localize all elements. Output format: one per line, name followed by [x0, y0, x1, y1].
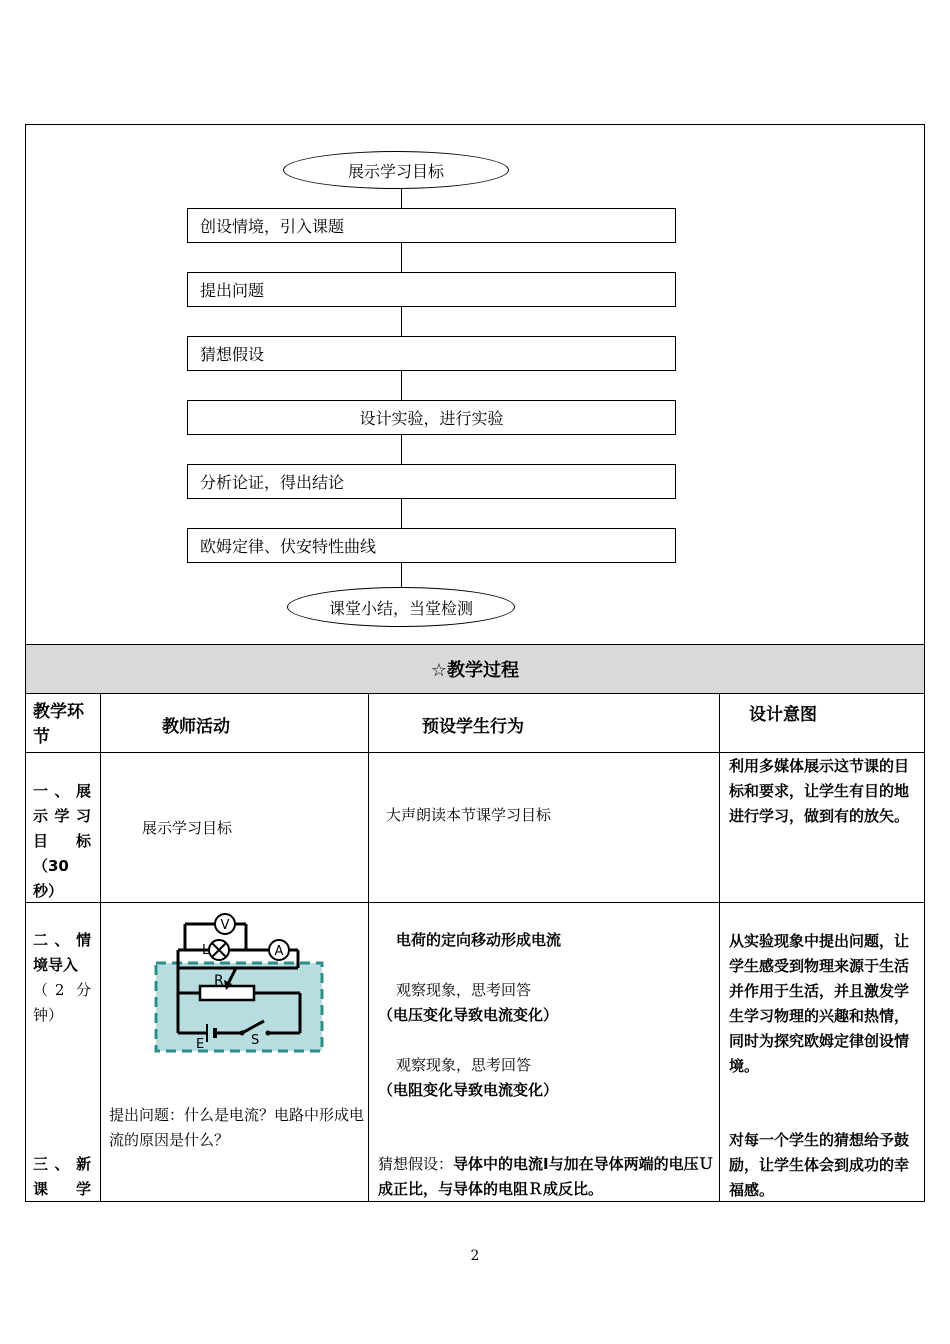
flow-end-label: 课堂小结，当堂检测 [328, 598, 473, 618]
row2-student-2 [396, 978, 531, 1003]
flow-end [287, 587, 515, 627]
row2-intent-2 [729, 1128, 918, 1203]
flowchart-frame [25, 124, 925, 644]
switch-label: S [251, 1033, 260, 1048]
row3-stage [33, 1152, 91, 1202]
row2-student-3 [378, 1003, 558, 1028]
flow-step-2 [187, 272, 676, 307]
row1-stage-line: 示学习 [33, 807, 91, 825]
header-stage-text: 教学环节 [33, 702, 84, 747]
flow-step-6 [187, 528, 676, 563]
flow-step-5 [187, 464, 676, 499]
ammeter-label: A [274, 944, 284, 959]
header-intent [749, 700, 817, 725]
table-row-divider [25, 902, 925, 903]
flow-step-label: 猜想假设 [200, 345, 265, 364]
flow-start-label: 展示学习目标 [347, 161, 444, 181]
circuit-diagram [150, 910, 330, 1060]
flow-step-4 [187, 400, 676, 435]
row2-student-text: （电阻变化导致电流变化） [378, 1081, 559, 1099]
table-divider [719, 694, 720, 1202]
flow-step-label: 设计实验，进行实验 [359, 409, 504, 428]
table-row-divider [25, 752, 925, 753]
flow-connector [401, 435, 402, 465]
table-divider [100, 694, 101, 1202]
table-border-left [25, 694, 26, 1202]
flow-connector [401, 563, 402, 588]
flow-step-label: 分析论证，得出结论 [200, 473, 345, 492]
table-divider [368, 694, 369, 1202]
page-number-text: 2 [470, 1248, 480, 1264]
section-title: ☆教学过程 [430, 660, 520, 681]
switch-contact-icon [240, 1031, 245, 1036]
voltmeter-label: V [220, 918, 230, 933]
flow-connector [401, 189, 402, 209]
row3-stage-line: 课 学 [33, 1180, 91, 1198]
flow-connector [401, 307, 402, 337]
row1-teacher-text: 展示学习目标 [142, 819, 233, 837]
flow-connector [401, 499, 402, 529]
flow-step-label: 提出问题 [200, 281, 265, 300]
page-number [0, 1248, 950, 1264]
row2-teacher-question [109, 1103, 365, 1153]
row1-stage-line: 目 标 [33, 832, 91, 850]
ammeter-icon [269, 940, 289, 960]
flow-start [283, 151, 509, 189]
switch-contact-icon [266, 1031, 271, 1036]
row2-stage-line: 二、情 [33, 931, 91, 949]
row2-student-text: 观察现象，思考回答 [396, 1056, 532, 1074]
lamp-icon [209, 940, 229, 960]
row2-student-text: 电荷的定向移动形成电流 [396, 931, 562, 949]
row1-student [386, 803, 551, 828]
row2-student-4 [396, 1053, 531, 1078]
row2-stage-line: 钟） [33, 1006, 64, 1024]
row1-intent [729, 754, 918, 829]
flow-step-label: 欧姆定律、伏安特性曲线 [200, 537, 377, 556]
circuit-highlight-box [156, 963, 322, 1051]
header-student [422, 712, 524, 737]
row1-stage-line: （30秒） [33, 857, 69, 900]
row1-stage-line: 一、展 [33, 782, 91, 800]
row1-stage [33, 779, 91, 904]
lamp-label: L [202, 943, 210, 958]
row2-student-text: 观察现象，思考回答 [396, 981, 532, 999]
header-stage [33, 700, 97, 750]
row2-intent-text: 对每一个学生的猜想给予鼓励，让学生体会到成功的幸福感。 [729, 1131, 910, 1199]
flow-connector [401, 243, 402, 273]
row2-student-1 [396, 928, 561, 953]
row1-teacher [142, 816, 232, 841]
header-teacher-text: 教师活动 [162, 717, 230, 737]
table-border-right [924, 694, 925, 1202]
row1-student-text: 大声朗读本节课学习目标 [386, 806, 552, 824]
row2-intent-text: 从实验现象中提出问题，让学生感受到物理来源于生活并作用于生活，并且激发学生学习物理的兴趣和热情，同时为探究欧姆定律创设情境。 [729, 932, 910, 1075]
row2-stage-duration [33, 978, 91, 1028]
row3-stage-line: 三、新 [33, 1155, 91, 1173]
row2-stage-line: 境导入 [33, 956, 79, 974]
flow-step-label: 创设情境，引入课题 [200, 217, 345, 236]
flow-connector [401, 371, 402, 401]
row2-stage [33, 928, 91, 978]
resistor-label: R [214, 973, 224, 989]
flow-step-1 [187, 208, 676, 243]
voltmeter-icon [215, 914, 235, 934]
header-teacher [162, 712, 230, 737]
row2-intent-1 [729, 929, 918, 1079]
battery-label: E [196, 1037, 205, 1052]
flow-step-3 [187, 336, 676, 371]
section-heading [25, 644, 925, 694]
header-intent-text: 设计意图 [749, 705, 817, 725]
row1-intent-text: 利用多媒体展示这节课的目标和要求，让学生有目的地进行学习，做到有的放矢。 [729, 757, 910, 825]
row2-teacher-question-text: 提出问题：什么是电流？电路中形成电流的原因是什么？ [109, 1106, 365, 1149]
row2-student-prefix: 猜想假设： [378, 1155, 454, 1173]
row2-student-6 [378, 1152, 714, 1202]
row2-student-5 [378, 1078, 558, 1103]
row2-stage-line: （2 分 [33, 981, 91, 999]
row2-student-text: （电压变化导致电流变化） [378, 1006, 559, 1024]
row2-student-hypothesis: 导体中的电流Ⅰ与加在导体两端的电压Ｕ成正比，与导体的电阻Ｒ成反比。 [378, 1155, 714, 1198]
header-student-text: 预设学生行为 [422, 717, 524, 737]
